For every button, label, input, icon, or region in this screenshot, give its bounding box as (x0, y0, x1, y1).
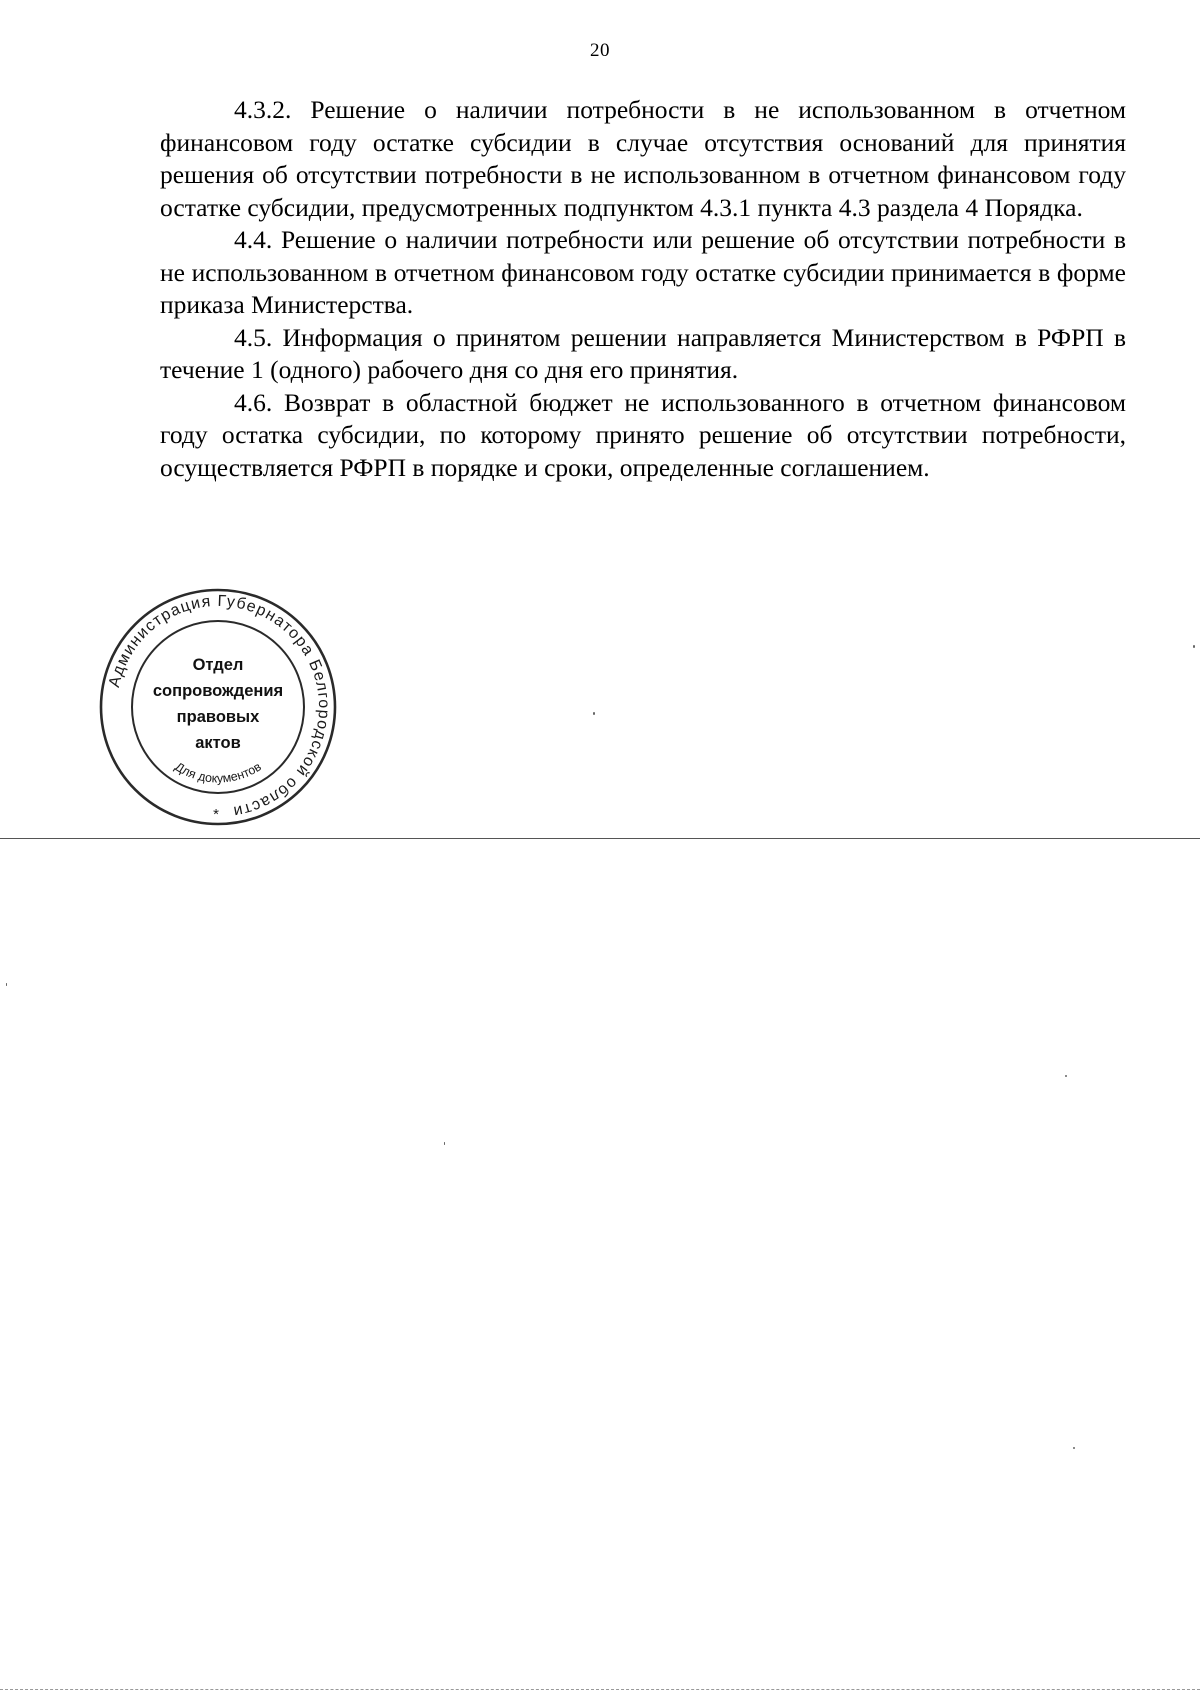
stamp-star: * (213, 806, 219, 823)
paragraph-4-4: 4.4. Решение о наличии потребности или решение об отсутствии потребности в не использованном в отчетном финансовом году остатке субсидии принимается в форме приказа Министерства. (160, 225, 1126, 319)
scan-speck (6, 983, 7, 986)
stamp-line-2: сопровождения (152, 682, 284, 700)
page-number: 20 (590, 40, 610, 61)
official-stamp (98, 587, 338, 827)
stamp-line-1: Отдел (192, 656, 244, 674)
scan-speck (444, 1142, 445, 1145)
scan-speck (1073, 1447, 1075, 1449)
scan-speck (593, 712, 595, 715)
stamp-line-3: правовых (176, 708, 260, 726)
paragraph-4-6: 4.6. Возврат в областной бюджет не использованного в отчетном финансовом году остатка субсидии, по которому принято решение об отсутствии потребности, осуществляется РФРП в порядке и сроки, определенные соглашением. (160, 387, 1126, 482)
scan-bottom-edge (0, 1689, 1200, 1690)
stamp-line-4: актов (195, 734, 241, 752)
scan-speck (1065, 1075, 1067, 1077)
stamp-center-text (98, 652, 338, 756)
paragraph-4-3-2: 4.3.2. Решение о наличии потребности в не использованном в отчетном финансовом году остатке субсидии в случае отсутствия оснований для принятия решения об отсутствии потребности в не использованном в отчетном финансовом году остатке субсидии, предусмотренных подпунктом 4.3.1 пункта 4.3 раздела 4 Порядка. (160, 95, 1126, 222)
stamp-lower-text: Для документов (172, 759, 264, 786)
scan-speck (1193, 645, 1195, 648)
page-divider (0, 838, 1200, 839)
paragraph-4-5: 4.5. Информация о принятом решении направляется Министерством в РФРП в течение 1 (одного) рабочего дня со дня его принятия. (160, 322, 1126, 384)
document-body (160, 94, 1126, 484)
stamp-outer-text: Администрация Губернатора Белгородской области (105, 592, 333, 820)
